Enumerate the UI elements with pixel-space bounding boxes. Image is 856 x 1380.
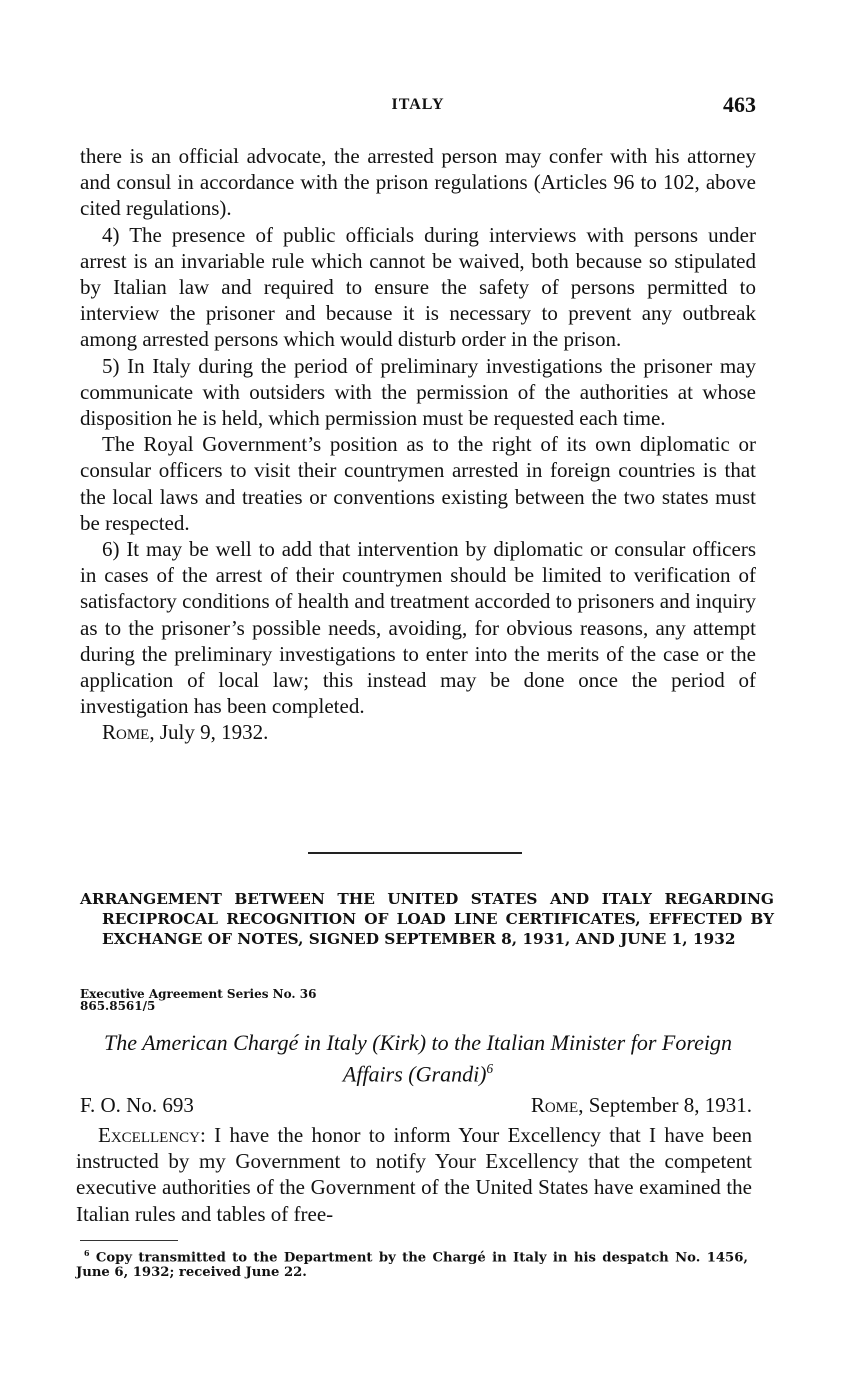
series-info [80,988,480,1012]
paragraph: The Royal Government’s position as to the right of its own diplomatic or consular officers to visit their countrymen arrested in foreign countries is that the local laws and treaties or conventions existing between the two states must be respected. [80,432,756,535]
body-text [80,143,756,746]
document-date: , September 8, 1931. [578,1093,752,1117]
document-dateline [531,1093,752,1118]
paragraph: 6) It may be well to add that intervention by diplomatic or consular officers in cases of the arrest of their countrymen should be limited to verification of satisfactory conditions of health and treatment accorded to prisoners and inquiry as to the prisoner’s possible needs, avoiding, for obvious reasons, any attempt during the preliminary investigations to enter into the merits of the case or the application of local law; this instead may be done once the period of investigation has been completed. [80,537,756,719]
document-heading [80,1030,756,1087]
dateline-date: , July 9, 1932. [149,720,269,745]
document-heading-text: The American Chargé in Italy (Kirk) to the Italian Minister for Foreign Affairs (Grandi) [104,1030,732,1087]
page-number: 463 [723,92,756,117]
document-place: Rome [530,1093,579,1117]
arrangement-title: ARRANGEMENT BETWEEN THE UNITED STATES AND ITALY REGARDING RECIPROCAL RECOGNITION OF LOAD LINE CERTIFICATES, EFFECTED BY EXCHANGE OF NOTES, SIGNED SEPTEMBER 8, 1931, AND JUNE 1, 1932 [80,890,774,948]
footnote [76,1246,748,1280]
footnote-rule [80,1240,178,1241]
reference-line [80,1093,752,1121]
salutation: Excellency [98,1123,200,1147]
footnote-text: Copy transmitted to the Department by the Chargé in Italy in his despatch No. 1456, June 6, 1932; received June 22. [76,1250,748,1281]
footnote-marker: 6 [84,1249,90,1258]
dateline [80,719,756,745]
file-number: 865.8561/5 [80,999,156,1013]
footnote-ref: 6 [486,1061,494,1076]
section-divider [308,852,522,854]
series-number: Executive Agreement Series No. 36 [80,987,317,1001]
paragraph: there is an official advocate, the arrested person may confer with his attorney and consul in accordance with the prison regulations (Articles 96 to 102, above cited regulations). [80,144,756,221]
fo-number: F. O. No. 693 [80,1093,194,1117]
letter-body [76,1122,752,1227]
dateline-place: Rome [102,720,150,745]
paragraph: 4) The presence of public officials during interviews with persons under arrest is an invariable rule which cannot be waived, both because so stipulated by Italian law and required to ensure the safety of persons permitted to interview the prisoner and because it is necessary to prevent any outbreak among arrested persons which would disturb order in the prison. [80,222,756,352]
letter-text: : I have the honor to inform Your Excellency that I have been instructed by my Government to notify Your Excellency that the competent executive authorities of the Government of the United States have examined the Italian rules and tables of free- [76,1123,752,1226]
paragraph: 5) In Italy during the period of preliminary investigations the prisoner may communicate with outsiders with the permission of the authorities at whose disposition he is held, which permission must be requested each time. [80,353,756,431]
letter-paragraph [76,1122,752,1227]
running-title: ITALY [391,96,445,113]
page-header [80,92,756,122]
